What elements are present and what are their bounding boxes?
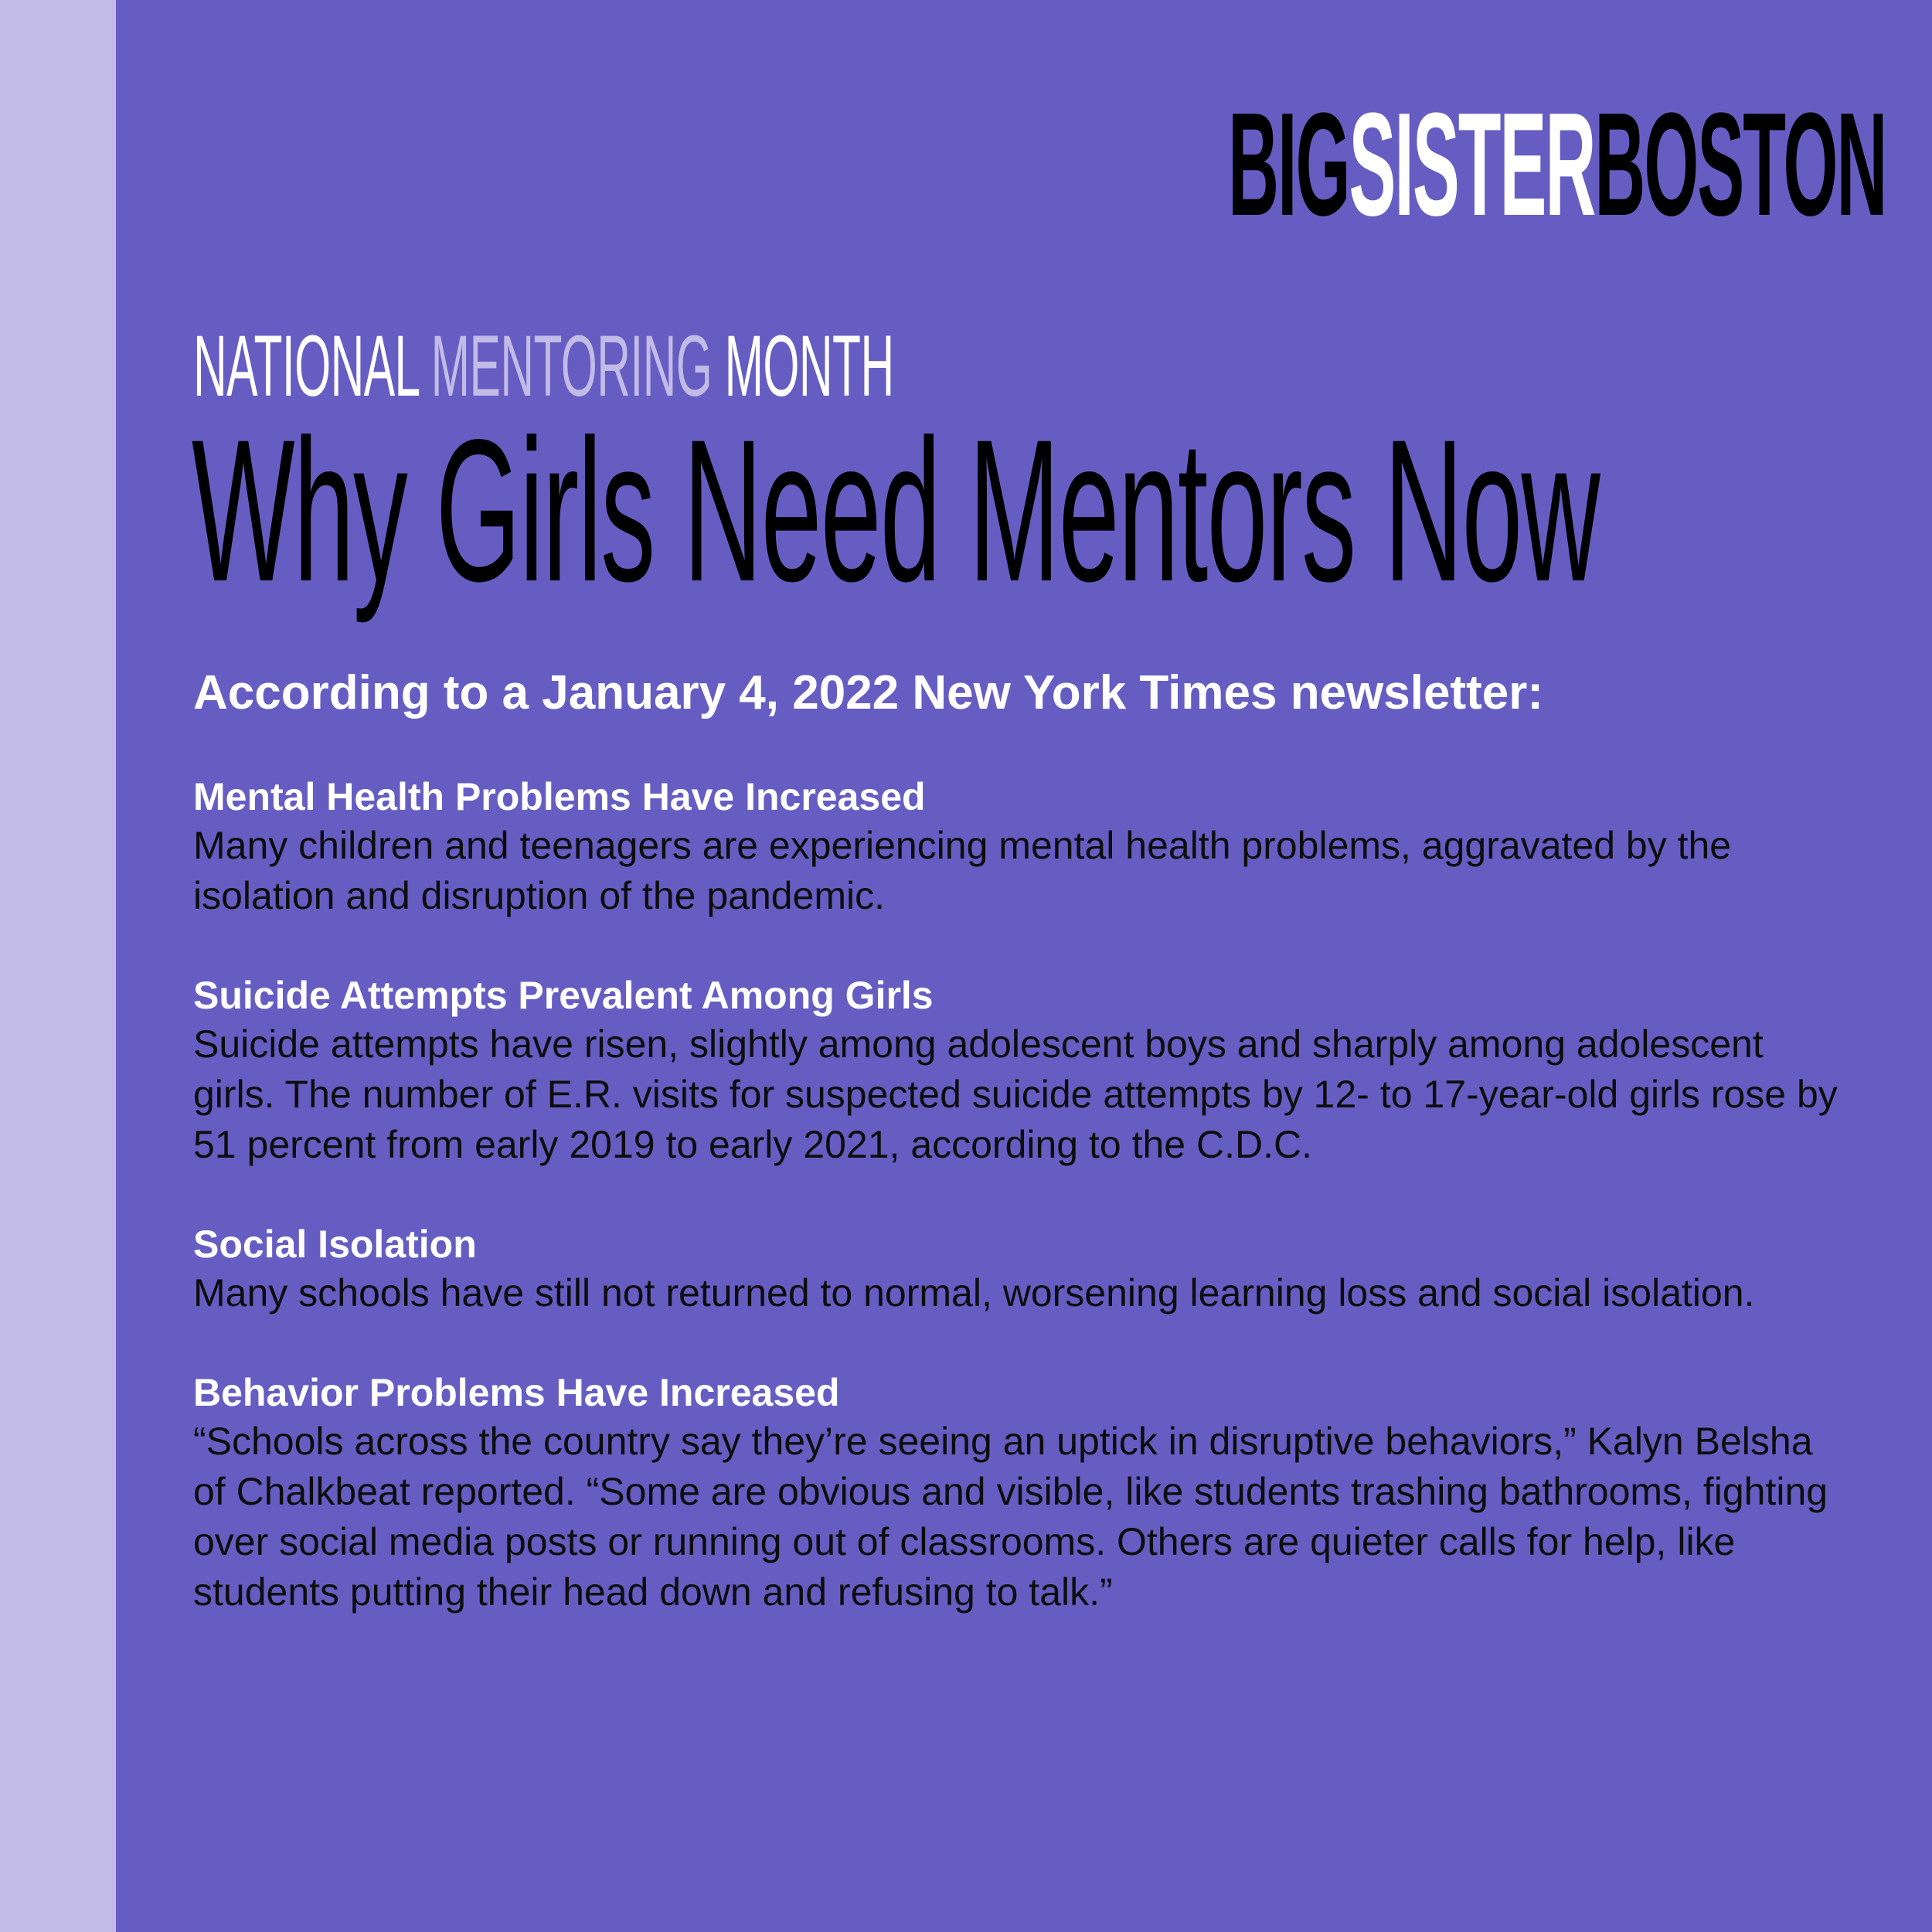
section-title: Mental Health Problems Have Increased <box>193 775 926 818</box>
section-social-isolation <box>193 1220 1839 1318</box>
section-title: Social Isolation <box>193 1223 477 1266</box>
kicker-month: MONTH <box>724 318 894 414</box>
section-suicide-attempts <box>193 971 1839 1170</box>
section-body: Many schools have still not returned to normal, worsening learning loss and social isolation. <box>193 1271 1755 1315</box>
content <box>193 773 1839 1668</box>
logo-boston: BOSTON <box>1594 83 1886 247</box>
kicker-mentoring: MENTORING <box>430 318 713 414</box>
side-stripe <box>0 0 116 1932</box>
section-title: Suicide Attempts Prevalent Among Girls <box>193 974 934 1017</box>
source-line: According to a January 4, 2022 New York Times newsletter: <box>193 666 1544 719</box>
logo-sister: SISTER <box>1349 83 1595 247</box>
kicker-national: NATIONAL <box>193 318 419 414</box>
section-body: Many children and teenagers are experiencing mental health problems, aggravated by the isolation and disruption of the pandemic. <box>193 824 1732 917</box>
section-body: Suicide attempts have risen, slightly among adolescent boys and sharply among adolescent girls. The number of E.R. visits for suspected suicide attempts by 12- to 17-year-old girls rose by 51 percent from early 2019 to early 2021, according to the C.D.C. <box>193 1022 1838 1166</box>
section-title: Behavior Problems Have Increased <box>193 1371 840 1414</box>
page-title: Why Girls Need Mentors Now <box>192 397 1600 624</box>
logo-big: BIG <box>1227 83 1349 247</box>
section-behavior-problems <box>193 1369 1839 1617</box>
section-mental-health <box>193 773 1839 921</box>
brand-logo <box>1227 83 1886 247</box>
section-body: “Schools across the country say they’re seeing an uptick in disruptive behaviors,” Kalyn Belsha of Chalkbeat reported. “Some are obvious and visible, like students trashing bathrooms, fighting over social media posts or running out of classrooms. Others are quieter calls for help, like students putting their head down and refusing to talk.” <box>193 1420 1828 1614</box>
